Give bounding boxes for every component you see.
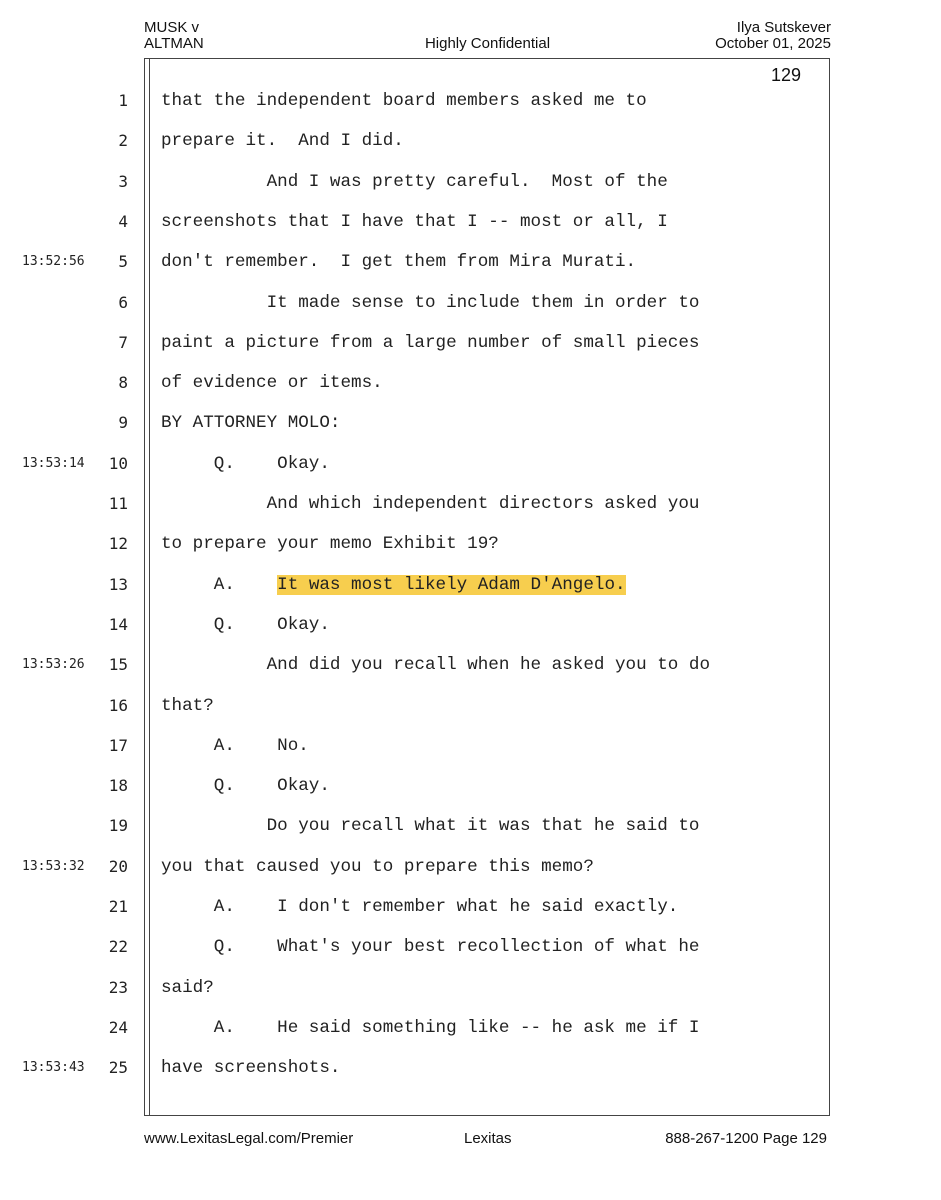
line-text — [161, 892, 821, 922]
line-number: 8 — [118, 373, 128, 393]
line-text — [161, 126, 821, 156]
transcript-line — [0, 328, 941, 358]
line-number: 24 — [108, 1017, 128, 1037]
line-text — [161, 489, 821, 519]
case-caption-line1: MUSK v — [144, 19, 200, 36]
line-text — [161, 247, 821, 277]
transcript-line — [0, 408, 941, 438]
line-text — [161, 932, 821, 962]
line-text-plain: don't remember. I get them from Mira Murati. — [161, 252, 637, 273]
line-text-plain: that the independent board members asked me to — [161, 91, 647, 111]
line-text — [161, 529, 821, 559]
line-text — [161, 1053, 821, 1083]
line-text — [161, 1013, 821, 1043]
transcript-line — [0, 852, 941, 882]
line-text-plain: said? — [161, 977, 214, 998]
transcript-line — [0, 368, 941, 398]
footer-phone-page: 888-267-1200 Page 129 — [665, 1130, 827, 1147]
transcript-line — [0, 731, 941, 761]
timestamp: 13:53:14 — [22, 455, 85, 471]
confidentiality-label: Highly Confidential — [424, 35, 551, 52]
line-text — [161, 691, 821, 721]
line-text — [161, 570, 821, 600]
line-number: 5 — [118, 252, 128, 272]
deposition-date: October 01, 2025 — [715, 35, 831, 52]
line-number: 7 — [118, 332, 128, 352]
line-number: 19 — [108, 816, 128, 836]
line-text-plain: Q. Okay. — [161, 614, 330, 635]
case-caption-line2: ALTMAN — [144, 35, 204, 52]
line-text — [161, 86, 821, 116]
transcript-line — [0, 167, 941, 197]
line-text-plain: of evidence or items. — [161, 373, 383, 394]
line-text — [161, 408, 821, 438]
witness-name: Ilya Sutskever — [736, 19, 831, 36]
line-number: 9 — [118, 413, 128, 433]
line-text — [161, 449, 821, 479]
line-number: 23 — [108, 977, 128, 997]
transcript-line — [0, 1053, 941, 1083]
line-text-plain: It made sense to include them in order to — [161, 292, 700, 313]
line-number: 16 — [108, 695, 128, 715]
transcript-line — [0, 691, 941, 721]
transcript-line — [0, 126, 941, 156]
line-number: 4 — [118, 211, 128, 231]
line-text — [161, 731, 821, 761]
line-text-plain: to prepare your memo Exhibit 19? — [161, 534, 499, 555]
page-number: 129 — [770, 65, 801, 85]
line-text-plain: And which independent directors asked you — [161, 494, 700, 514]
line-number: 10 — [108, 453, 128, 473]
transcript-line — [0, 247, 941, 277]
line-text-plain: prepare it. And I did. — [161, 131, 404, 152]
witness-info — [715, 20, 831, 52]
transcript-line — [0, 650, 941, 680]
line-number: 3 — [118, 171, 128, 191]
transcript-line — [0, 610, 941, 640]
footer-website: www.LexitasLegal.com/Premier — [144, 1130, 354, 1147]
line-text — [161, 650, 821, 680]
timestamp: 13:53:43 — [22, 1060, 85, 1076]
timestamp: 13:52:56 — [22, 254, 85, 270]
line-text-plain: you that caused you to prepare this memo? — [161, 856, 594, 877]
line-text-plain: Q. Okay. — [161, 776, 330, 797]
line-number: 15 — [108, 655, 128, 675]
transcript-line — [0, 489, 941, 519]
line-number: 2 — [118, 131, 128, 151]
line-number: 13 — [108, 574, 128, 594]
line-text-plain: screenshots that I have that I -- most or all, I — [161, 211, 668, 232]
line-text — [161, 811, 821, 841]
transcript-line — [0, 771, 941, 801]
line-text-plain: Q. What's your best recollection of what he — [161, 937, 700, 958]
line-text — [161, 167, 821, 197]
line-text-plain: paint a picture from a large number of small pieces — [161, 332, 700, 353]
line-number: 14 — [108, 614, 128, 634]
timestamp: 13:53:26 — [22, 657, 85, 673]
line-number: 20 — [108, 856, 128, 876]
line-number: 25 — [108, 1058, 128, 1078]
line-number: 1 — [118, 91, 128, 110]
line-text-plain: have screenshots. — [161, 1058, 341, 1079]
line-number: 12 — [108, 534, 128, 554]
line-text — [161, 207, 821, 237]
line-text-plain: Q. Okay. — [161, 453, 330, 474]
line-text-plain: A. No. — [161, 735, 309, 756]
line-text-plain: And did you recall when he asked you to do — [161, 655, 711, 676]
line-text — [161, 610, 821, 640]
footer-company: Lexitas — [464, 1130, 512, 1147]
line-text — [161, 328, 821, 358]
transcript-line — [0, 288, 941, 318]
line-number: 21 — [108, 897, 128, 916]
line-text — [161, 852, 821, 882]
transcript-line — [0, 973, 941, 1003]
line-number: 22 — [108, 937, 128, 957]
highlighted-text: It was most likely Adam D'Angelo. — [277, 574, 626, 595]
line-text-plain: And I was pretty careful. Most of the — [161, 171, 668, 192]
line-text-plain: BY ATTORNEY MOLO: — [161, 413, 341, 434]
line-number: 17 — [108, 735, 128, 755]
timestamp: 13:53:32 — [22, 858, 85, 874]
transcript-line — [0, 811, 941, 841]
line-number: 11 — [108, 494, 128, 513]
transcript-line — [0, 570, 941, 600]
transcript-line — [0, 86, 941, 116]
transcript-line — [0, 892, 941, 922]
line-text-plain: that? — [161, 695, 214, 716]
transcript-line — [0, 207, 941, 237]
line-number: 6 — [118, 292, 128, 312]
transcript-line — [0, 932, 941, 962]
transcript-line — [0, 449, 941, 479]
line-text — [161, 771, 821, 801]
line-number: 18 — [108, 776, 128, 796]
line-text — [161, 368, 821, 398]
line-text — [161, 973, 821, 1003]
line-text — [161, 288, 821, 318]
line-text-plain: A. — [161, 574, 278, 595]
transcript-line — [0, 529, 941, 559]
line-text-plain: A. He said something like -- he ask me if I — [161, 1017, 700, 1038]
line-text-plain: Do you recall what it was that he said to — [161, 816, 700, 837]
transcript-line — [0, 1013, 941, 1043]
line-text-plain: A. I don't remember what he said exactly. — [161, 897, 679, 917]
